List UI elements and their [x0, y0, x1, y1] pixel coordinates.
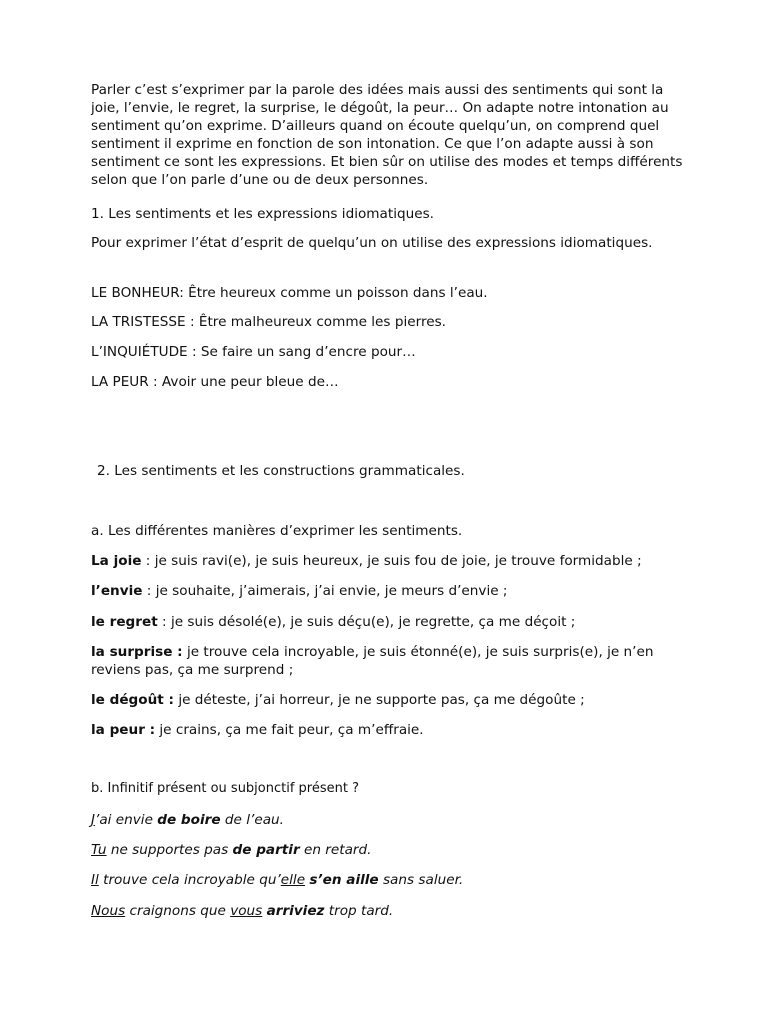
feeling-text: je crains, ça me fait peur, ça m’effraie.: [159, 722, 424, 738]
feeling-term: la surprise :: [91, 644, 183, 660]
feeling-text: je suis désolé(e), je suis déçu(e), je regrette, ça me déçoit ;: [170, 614, 576, 630]
verb-group: s’en aille: [309, 872, 379, 888]
feeling-desire: [91, 582, 691, 600]
subsection-a-title: a. Les différentes manières d’exprimer les sentiments.: [91, 523, 463, 539]
subsection-b-title: b. Infinitif présent ou subjonctif présent ?: [91, 781, 360, 796]
subject-word: elle: [280, 872, 306, 888]
subject-word: Il: [91, 872, 99, 888]
verb-group: arriviez: [266, 903, 325, 919]
sentence-fragment: trop tard.: [324, 903, 394, 919]
section-1-intro: Pour exprimer l’état d’esprit de quelqu’un on utilise des expressions idiomatiques.: [91, 235, 653, 251]
idiom-worry: L’INQUIÉTUDE : Se faire un sang d’encre pour…: [91, 344, 416, 360]
sentence-fragment: sans saluer.: [378, 872, 464, 888]
subject-word: Tu: [91, 842, 107, 858]
intro-paragraph: Parler c’est s’exprimer par la parole des idées mais aussi des sentiments qui sont la joie, l’envie, le regret, la surprise, le dégoût, la peur… On adapte notre intonation au sentiment qu’on exprime. D’ailleurs quand on écoute quelqu’un, on comprend quel sentiment il exprime en fonction de son intonation. Ce que l’on adapte aussi à son sentiment ce sont les expressions. Et bien sûr on utilise des modes et temps différents selon que l’on parle d’une ou de deux personnes.: [91, 82, 683, 188]
feeling-separator: :: [142, 583, 156, 599]
verb-group: de partir: [232, 842, 300, 858]
feeling-text: je souhaite, j’aimerais, j’ai envie, je meurs d’envie ;: [155, 583, 508, 599]
idiom-happiness: LE BONHEUR: Être heureux comme un poisson dans l’eau.: [91, 285, 488, 301]
feeling-fear: [91, 721, 691, 739]
subject-word: J: [91, 812, 96, 828]
feeling-separator: :: [141, 553, 155, 569]
feeling-regret: [91, 613, 691, 631]
example-sentence: [91, 841, 691, 859]
idiom-fear: LA PEUR : Avoir une peur bleue de…: [91, 374, 339, 390]
section-1-title: 1. Les sentiments et les expressions idiomatiques.: [91, 206, 434, 222]
example-sentence: [91, 871, 691, 889]
example-sentence: [91, 902, 691, 920]
verb-group: de boire: [157, 812, 221, 828]
sentence-fragment: en retard.: [299, 842, 372, 858]
feeling-text: je trouve cela incroyable, je suis étonné(e), je suis surpris(e), je n’en reviens pas, ça me surprend ;: [91, 644, 654, 678]
subject-word: vous: [230, 903, 263, 919]
feeling-disgust: [91, 691, 691, 709]
feeling-surprise: [91, 643, 691, 679]
sentence-fragment: ne supportes pas: [106, 842, 233, 858]
example-sentence: [91, 811, 691, 829]
feeling-separator: :: [157, 614, 171, 630]
subject-word: Nous: [91, 903, 126, 919]
feeling-term: La joie: [91, 553, 142, 569]
sentence-fragment: trouve cela incroyable qu’: [98, 872, 281, 888]
idiom-sadness: LA TRISTESSE : Être malheureux comme les pierres.: [91, 314, 447, 330]
feeling-term: le dégoût :: [91, 692, 174, 708]
feeling-text: je suis ravi(e), je suis heureux, je suis fou de joie, je trouve formidable ;: [154, 553, 642, 569]
feeling-term: l’envie: [91, 583, 143, 599]
feeling-joy: [91, 552, 691, 570]
sentence-fragment: de l’eau.: [220, 812, 284, 828]
feeling-text: je déteste, j’ai horreur, je ne supporte pas, ça me dégoûte ;: [178, 692, 585, 708]
feeling-term: le regret: [91, 614, 158, 630]
section-2-title: 2. Les sentiments et les constructions grammaticales.: [97, 463, 465, 479]
sentence-fragment: ’ai envie: [95, 812, 158, 828]
feeling-term: la peur :: [91, 722, 156, 738]
sentence-fragment: craignons que: [125, 903, 231, 919]
